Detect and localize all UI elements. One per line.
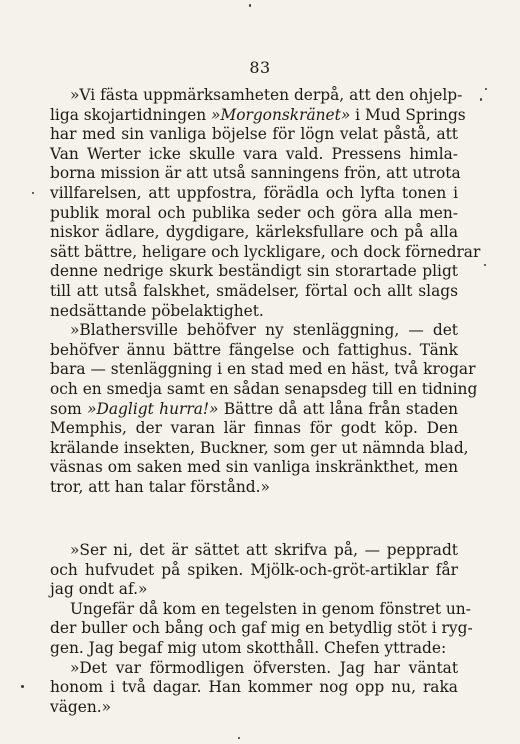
text-line xyxy=(50,580,458,600)
line-text: jag ondt af.» xyxy=(50,580,148,599)
text-line xyxy=(50,379,478,400)
text-line xyxy=(50,599,471,620)
text-line xyxy=(50,302,458,322)
line-text: »Det var förmodligen öfversten. Jag har väntat xyxy=(70,658,458,677)
line-text: krälande insekten, Buckner, som ger ut nämnda blad, xyxy=(50,438,469,457)
text-line xyxy=(50,698,458,718)
line-text: Memphis, der varan lär finnas för godt köp. Den xyxy=(50,419,458,438)
line-text: vägen.» xyxy=(50,697,112,716)
text-line xyxy=(50,321,458,341)
text-line xyxy=(50,262,458,282)
line-text: behöfver ännu bättre fängelse och fattighus. Tänk xyxy=(50,340,458,359)
text-line xyxy=(50,242,481,263)
print-speck xyxy=(21,685,24,688)
line-text: gen. Jag begaf mig utom skotthåll. Chefen yttrade: xyxy=(50,638,447,657)
text-line xyxy=(50,639,458,659)
text-line xyxy=(50,184,458,204)
text-line xyxy=(50,438,469,459)
line-text: och hufvudet på spiken. Mjölk-och-gröt-artiklar får xyxy=(50,560,458,579)
line-text: »Vi fästa uppmärksamheten derpå, att den ohjelp- xyxy=(70,86,463,104)
print-speck xyxy=(484,264,486,266)
line-text: väsnas om saken med sin vanliga inskränkthet, men xyxy=(50,458,458,477)
line-text: denne nedrige skurk beständigt sin storartade pligt xyxy=(50,262,458,281)
print-speck xyxy=(485,88,487,90)
line-text: i Mud Springs xyxy=(350,105,466,124)
text-line xyxy=(50,164,461,184)
line-text: »Blathersville behöfver ny stenläggning, — det xyxy=(70,321,458,340)
print-speck xyxy=(32,192,34,194)
text-line xyxy=(50,478,458,498)
line-text: der buller och bång och gaf mig en betydlig stöt i ryg- xyxy=(50,619,473,638)
text-line xyxy=(50,282,458,302)
text-block-lower xyxy=(50,521,473,717)
text-line xyxy=(50,86,463,106)
text-line xyxy=(50,619,473,639)
line-text: publik moral och publika seder och göra alla men- xyxy=(50,203,458,222)
text-line xyxy=(50,105,466,126)
line-text: Van Werter icke skulle vara vald. Pressens himla- xyxy=(50,144,458,163)
italic-title: »Morgonskränet» xyxy=(211,105,351,124)
text-line xyxy=(50,458,458,478)
text-line xyxy=(50,678,458,698)
text-line xyxy=(50,659,458,679)
print-speck xyxy=(480,98,482,101)
line-text: som xyxy=(50,399,88,418)
print-speck xyxy=(249,4,251,7)
text-line xyxy=(50,400,458,420)
line-text: sätt bättre, heligare och lyckligare, och dock förnedrar xyxy=(50,242,481,261)
page-number: 83 xyxy=(249,58,271,77)
line-text: till att utså falskhet, smädelser, förtal och allt slags xyxy=(50,281,458,300)
text-line xyxy=(50,341,458,361)
text-line xyxy=(50,204,458,224)
line-text: Ungefär då kom en tegelsten in genom fönstret un- xyxy=(70,599,471,618)
text-line xyxy=(50,223,458,243)
line-text: honom i två dagar. Han kommer nog opp nu, raka xyxy=(50,678,458,697)
paragraph-2 xyxy=(50,321,478,497)
line-text: har med sin vanliga böjelse för lögn velat påstå, att xyxy=(50,125,458,144)
paragraph-1 xyxy=(50,86,481,321)
line-text: villfarelsen, att uppfostra, förädla och lyfta tonen i xyxy=(50,183,458,202)
paragraph-3 xyxy=(50,521,458,600)
paragraph-4 xyxy=(50,599,473,659)
text-line xyxy=(50,125,458,145)
line-text: nedsättande pöbelaktighet. xyxy=(50,301,264,320)
line-text: »Ser ni, det är sättet att skrifva på, — peppradt xyxy=(70,541,458,559)
text-line xyxy=(50,419,458,439)
paragraph-gap xyxy=(50,521,458,541)
paragraph-5 xyxy=(50,659,458,718)
print-speck xyxy=(238,737,240,739)
text-line xyxy=(50,561,458,581)
text-block-upper xyxy=(50,86,481,497)
line-text: niskor ädlare, dygdigare, kärleksfullare och på alla xyxy=(50,223,458,242)
line-text: och en smedja samt en sådan senapsdeg till en tidning xyxy=(50,379,478,398)
text-line xyxy=(50,145,458,165)
line-text: liga skojartidningen xyxy=(50,105,212,124)
line-text: tror, att han talar förstånd.» xyxy=(50,477,270,496)
text-line xyxy=(50,360,476,380)
italic-title: »Dagligt hurra!» xyxy=(87,399,219,418)
line-text: bara — stenläggning i en stad med en häst, två krogar xyxy=(50,360,476,379)
text-line xyxy=(50,541,458,561)
line-text: Bättre då att låna från staden xyxy=(218,399,458,418)
line-text: borna mission är att utså sanningens frön, att utrota xyxy=(50,164,461,183)
